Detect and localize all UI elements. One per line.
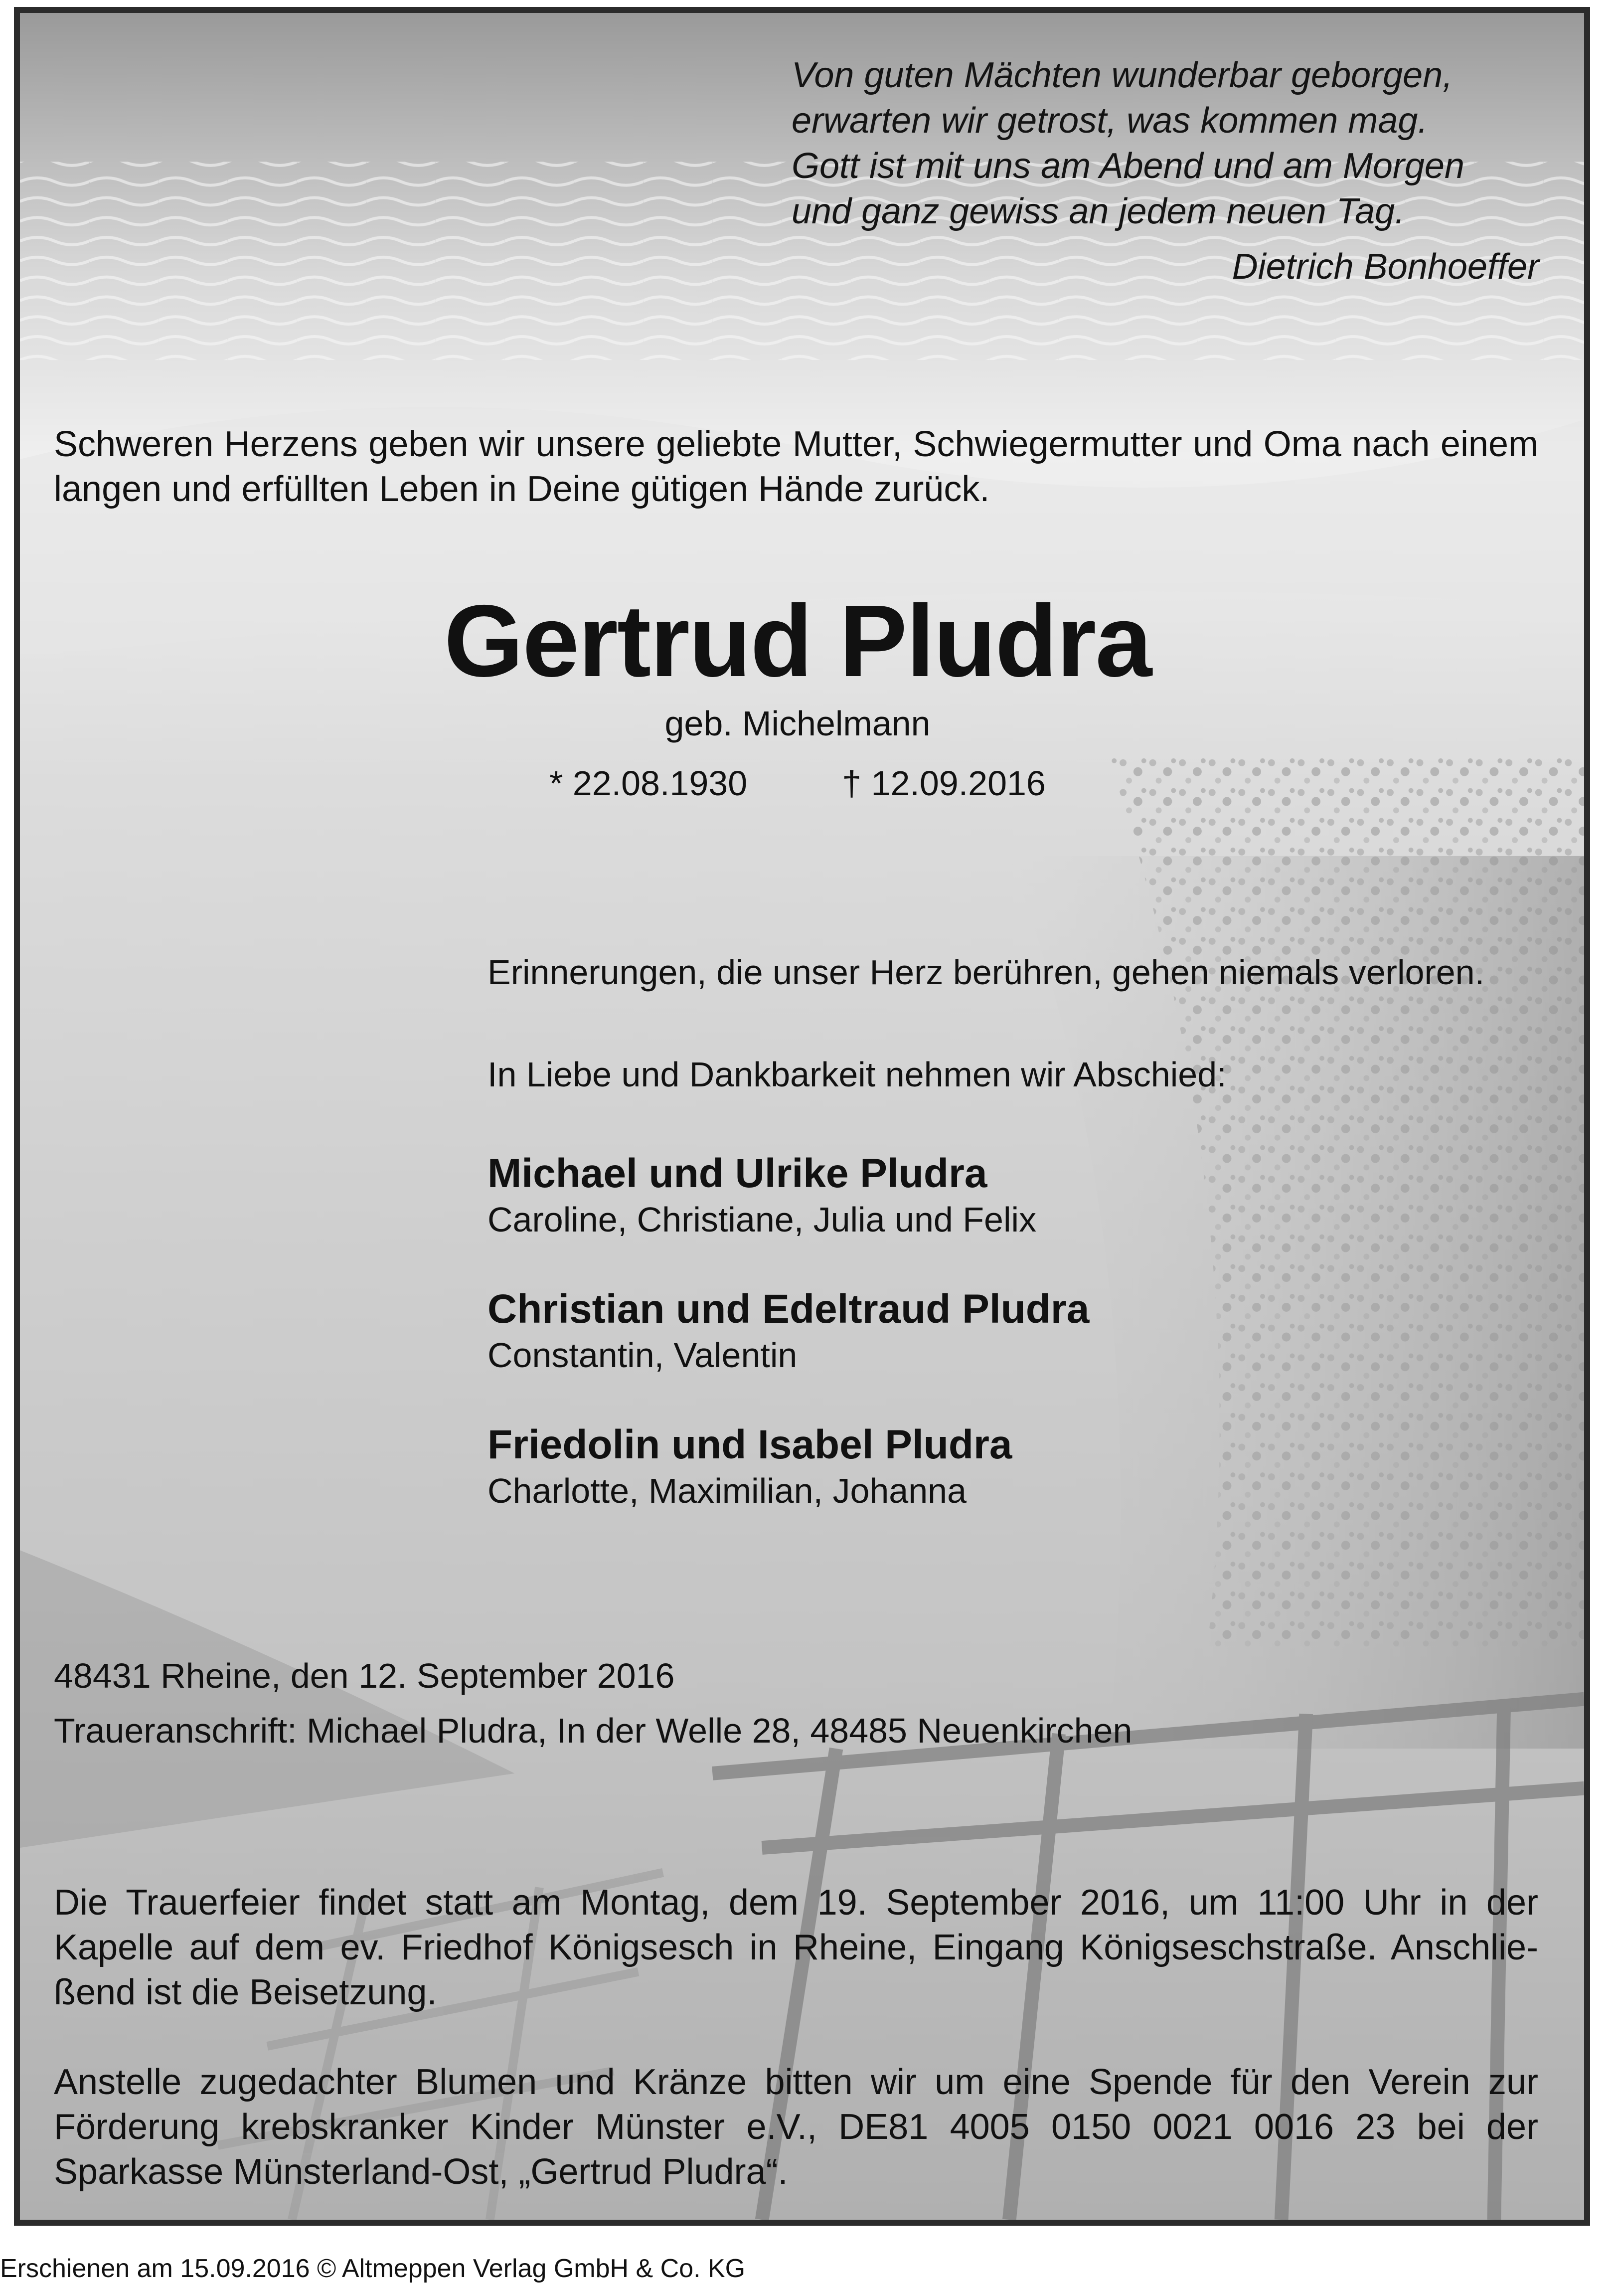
quote-line: erwarten wir getrost, was kommen mag. — [792, 101, 1428, 141]
life-dates — [20, 763, 1575, 803]
death-date: † 12.09.2016 — [842, 764, 1046, 803]
family-name: Christian und Edeltraud Pludra — [487, 1286, 1090, 1332]
deceased-name: Gertrud Pludra — [444, 584, 1151, 698]
bonhoeffer-quote — [792, 53, 1539, 290]
quote-line: Gott ist mit uns am Abend und am Morgen — [792, 146, 1464, 186]
intro-text: Schweren Herzens geben wir unsere geliebte Mutter, Schwiegermutter und Oma nach einem langen und erfüllten Leben in Deine gütigen Hände zurück. — [54, 424, 1538, 509]
donation-text: Anstelle zugedachter Blumen und Kränze bitten wir um eine Spende für den Verein zur Förderung krebskranker Kinder Münster e.V., DE81 4005 0150 0021 0016 23 bei der Sparkasse Münsterland-Ost, „Gertrud Pludra“. — [54, 2062, 1538, 2192]
birth-date: * 22.08.1930 — [549, 764, 748, 803]
publication-footer: Erschienen am 15.09.2016 © Altmeppen Verlag GmbH & Co. KG — [0, 2254, 746, 2283]
ceremony-text: Die Trauerfeier findet statt am Montag, dem 19. September 2016, um 11:00 Uhr in der Kapelle auf dem ev. Friedhof Königsesch in Rheine, Eingang Königseschstraße. Anschließend ist die Beisetzung. — [54, 1883, 1538, 2012]
quote-line: Von guten Mächten wunderbar geborgen, — [792, 55, 1453, 95]
obituary-frame — [14, 7, 1590, 2226]
family-children: Charlotte, Maximilian, Johanna — [487, 1471, 967, 1510]
mourning-address: Traueranschrift: Michael Pludra, In der Welle 28, 48485 Neuenkirchen — [54, 1711, 1133, 1750]
family-name: Michael und Ulrike Pludra — [487, 1151, 987, 1196]
maiden-name: geb. Michelmann — [664, 704, 931, 743]
memories-text: Erinnerungen, die unser Herz berühren, gehen niemals verloren. — [487, 953, 1485, 992]
obituary-content — [20, 13, 1584, 2220]
family-entry — [487, 1150, 1584, 1241]
place-and-address — [54, 1648, 1549, 1758]
family-entry — [487, 1421, 1584, 1513]
farewell-text: In Liebe und Dankbarkeit nehmen wir Abschied: — [487, 1055, 1227, 1094]
family-name: Friedolin und Isabel Pludra — [487, 1422, 1012, 1467]
family-children: Caroline, Christiane, Julia und Felix — [487, 1200, 1037, 1239]
family-children: Constantin, Valentin — [487, 1336, 798, 1375]
quote-line: und ganz gewiss an jedem neuen Tag. — [792, 191, 1405, 231]
family-entry — [487, 1285, 1584, 1377]
quote-author: Dietrich Bonhoeffer — [1232, 247, 1539, 287]
place-date: 48431 Rheine, den 12. September 2016 — [54, 1656, 675, 1695]
